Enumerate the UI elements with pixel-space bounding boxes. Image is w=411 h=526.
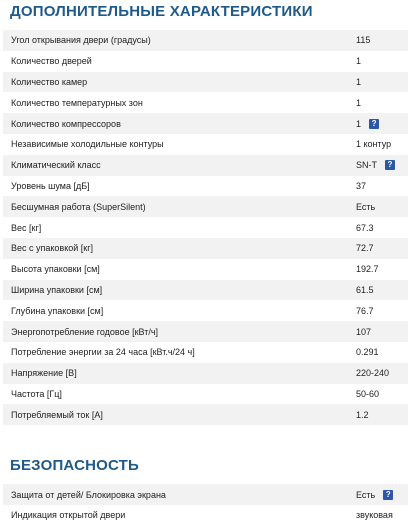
spec-name: Потребляемый ток [А] <box>11 409 103 420</box>
spec-value-cell <box>356 490 408 500</box>
spec-name: Количество компрессоров <box>11 118 121 129</box>
spec-value: 107 <box>356 326 372 337</box>
spec-name: Защита от детей/ Блокировка экрана <box>11 489 166 500</box>
spec-name: Вес [кг] <box>11 222 42 233</box>
spec-value: звуковая <box>356 510 393 521</box>
help-icon[interactable]: ? <box>369 119 379 129</box>
spec-name: Независимые холодильные контуры <box>11 139 164 150</box>
spec-name: Количество камер <box>11 76 88 87</box>
spec-row <box>3 321 408 342</box>
spec-row <box>3 72 408 93</box>
spec-value: 1 <box>356 118 362 129</box>
spec-name: Бесшумная работа (SuperSilent) <box>11 201 146 212</box>
spec-value-cell <box>356 327 408 337</box>
spec-row <box>3 280 408 301</box>
section-title-additional: ДОПОЛНИТЕЛЬНЫЕ ХАРАКТЕРИСТИКИ <box>10 3 313 20</box>
spec-name: Климатический класс <box>11 160 101 171</box>
spec-value-cell <box>356 306 408 316</box>
spec-value-cell <box>356 347 408 357</box>
spec-row <box>3 92 408 113</box>
spec-value-cell <box>356 410 408 420</box>
spec-row <box>3 484 408 505</box>
spec-value-cell <box>356 98 408 108</box>
spec-row <box>3 384 408 405</box>
spec-name: Частота [Гц] <box>11 388 62 399</box>
spec-value: 50-60 <box>356 388 380 399</box>
spec-value: 72.7 <box>356 243 374 254</box>
spec-name: Высота упаковки [см] <box>11 264 100 275</box>
spec-value: 1 контур <box>356 139 392 150</box>
spec-value: 76.7 <box>356 305 374 316</box>
spec-value-cell <box>356 368 408 378</box>
spec-value: 1 <box>356 56 362 67</box>
spec-value: 1.2 <box>356 409 369 420</box>
spec-row <box>3 155 408 176</box>
spec-value: 1 <box>356 97 362 108</box>
spec-value: 220-240 <box>356 368 390 379</box>
spec-value-cell <box>356 510 408 520</box>
spec-value-cell <box>356 202 408 212</box>
spec-value-cell <box>356 139 408 149</box>
spec-name: Количество дверей <box>11 56 92 67</box>
section-title-safety: БЕЗОПАСНОСТЬ <box>10 457 140 475</box>
spec-name: Потребление энергии за 24 часа [кВт.ч/24 ч] <box>11 347 195 358</box>
spec-name: Напряжение [В] <box>11 368 77 379</box>
spec-name: Энергопотребление годовое [кВт/ч] <box>11 326 159 337</box>
spec-value: Есть <box>356 201 376 212</box>
spec-row <box>3 51 408 72</box>
spec-value-cell <box>356 77 408 87</box>
spec-value: Есть <box>356 489 376 500</box>
spec-value-cell <box>356 35 408 45</box>
spec-name: Количество температурных зон <box>11 97 143 108</box>
spec-name: Индикация открытой двери <box>11 510 126 521</box>
spec-table-additional <box>3 30 408 425</box>
spec-row <box>3 113 408 134</box>
spec-row <box>3 238 408 259</box>
spec-name: Уровень шума [дБ] <box>11 180 90 191</box>
help-icon[interactable]: ? <box>383 490 393 500</box>
spec-row <box>3 300 408 321</box>
spec-row <box>3 30 408 51</box>
spec-row <box>3 134 408 155</box>
spec-value: 37 <box>356 180 367 191</box>
spec-table-safety <box>3 484 408 526</box>
spec-name: Вес с упаковкой [кг] <box>11 243 94 254</box>
spec-row <box>3 259 408 280</box>
spec-value-cell <box>356 56 408 66</box>
spec-row <box>3 363 408 384</box>
spec-value-cell <box>356 389 408 399</box>
spec-value-cell <box>356 223 408 233</box>
help-icon[interactable]: ? <box>385 160 395 170</box>
spec-value: 67.3 <box>356 222 374 233</box>
spec-row <box>3 176 408 197</box>
spec-value-cell <box>356 181 408 191</box>
spec-row <box>3 404 408 425</box>
spec-value-cell <box>356 119 408 129</box>
spec-value: SN-T <box>356 160 377 171</box>
spec-row <box>3 217 408 238</box>
spec-value: 192.7 <box>356 264 379 275</box>
spec-value-cell <box>356 285 408 295</box>
spec-value: 1 <box>356 76 362 87</box>
spec-value-cell <box>356 160 408 170</box>
spec-name: Ширина упаковки [см] <box>11 284 103 295</box>
spec-value-cell <box>356 264 408 274</box>
spec-row <box>3 505 408 526</box>
spec-name: Глубина упаковки [см] <box>11 305 104 316</box>
spec-row <box>3 342 408 363</box>
spec-row <box>3 196 408 217</box>
spec-value: 0.291 <box>356 347 379 358</box>
spec-name: Угол открывания двери (градусы) <box>11 35 151 46</box>
spec-value-cell <box>356 243 408 253</box>
spec-value: 61.5 <box>356 284 374 295</box>
spec-value: 115 <box>356 35 371 46</box>
